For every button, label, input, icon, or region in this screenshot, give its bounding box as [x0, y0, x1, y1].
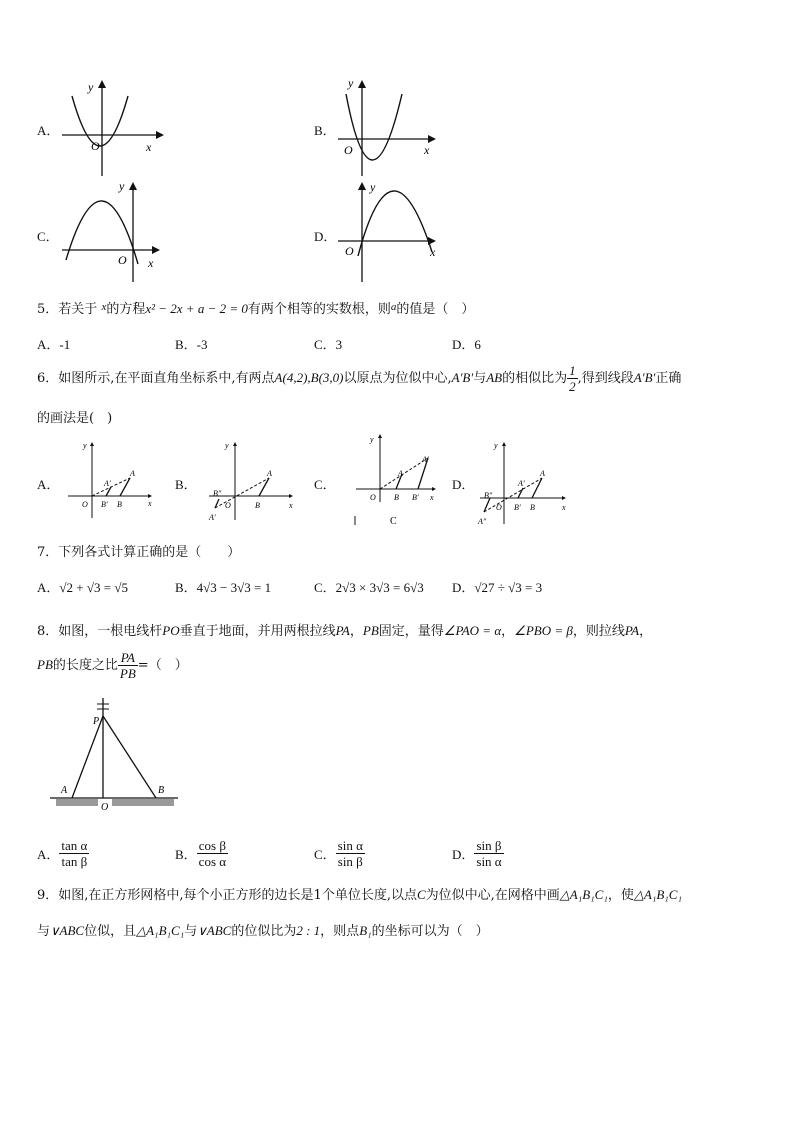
q6-graph-d[interactable] — [476, 440, 572, 526]
q4c-o: O — [118, 253, 127, 267]
q5-stem-a: 若关于 — [58, 302, 98, 317]
svg-text:P: P — [93, 716, 100, 727]
svg-text:O: O — [82, 500, 88, 509]
svg-text:A: A — [540, 469, 545, 478]
svg-text:B: B — [394, 493, 399, 502]
q5-number: 5． — [37, 302, 59, 317]
q8-figure — [48, 690, 188, 813]
svg-text:A′: A′ — [518, 479, 525, 488]
svg-text:A: A — [398, 469, 403, 478]
svg-text:B′: B′ — [101, 500, 108, 509]
svg-text:B: B — [117, 500, 122, 509]
q6-seg1: A′B′ — [451, 370, 474, 385]
q5-option-c[interactable]: C．3 — [314, 337, 343, 352]
q6-stem-c: 与 — [473, 371, 487, 386]
svg-text:O: O — [370, 493, 376, 502]
svg-text:B″: B″ — [484, 491, 493, 500]
svg-text:O: O — [496, 503, 502, 512]
q4-option-d-label: D． — [314, 229, 337, 244]
q5-var-a: a — [390, 301, 397, 313]
q6-stem — [37, 358, 681, 399]
q4b-x: x — [424, 143, 430, 157]
svg-text:y: y — [370, 435, 374, 444]
q8-option-d[interactable]: D． $\frac{\text{sin β}}{\text{sin α}}$ — [452, 838, 502, 869]
q4a-y: y — [88, 80, 94, 94]
svg-text:A: A — [130, 469, 135, 478]
svg-text:B′: B′ — [514, 503, 521, 512]
q6-seg2: AB — [486, 370, 503, 385]
svg-text:A′: A′ — [209, 513, 216, 522]
q4c-x: x — [148, 256, 154, 270]
svg-text:A′: A′ — [104, 479, 111, 488]
svg-text:x: x — [562, 503, 566, 512]
q7-option-b[interactable]: B．4√3 − 3√3 = 1 — [175, 580, 272, 595]
q8-stem-line2: PB的长度之比 $\frac{PA}{PB}$ =（ ） — [37, 650, 188, 681]
q6-stem-b: 以原点为位似中心, — [343, 371, 452, 386]
q6-option-c-label: C． — [314, 477, 336, 492]
q6-stem-d: 的相似比为 — [502, 371, 568, 386]
q8-option-c[interactable]: C． $\frac{\text{sin α}}{\text{sin β}}$ — [314, 838, 363, 869]
q6-stem-e: ,得到线段 — [577, 371, 634, 386]
q6c-caption: C — [390, 516, 397, 527]
q6-points: A(4,2),B(3,0) — [274, 370, 344, 385]
q9-stem: 9．如图,在正方形网格中,每个小正方形的边长是1个单位长度,以点C为位似中心,在网格中画△A₁B₁C₁，使△A₁B₁C₁ — [37, 887, 682, 903]
q5-option-b[interactable]: B．-3 — [175, 337, 208, 352]
svg-text:B: B — [158, 785, 165, 796]
q6-fraction: $\frac{1}{2}$ — [569, 363, 576, 394]
q6-stem-line2: 的画法是( ) — [37, 411, 113, 426]
svg-text:A: A — [267, 469, 272, 478]
q4d-o: O — [345, 244, 354, 258]
q6-seg3: A′B′ — [633, 370, 656, 385]
q6-option-b-label: B． — [175, 477, 197, 492]
q5-stem-c: 有两个相等的实数根，则 — [247, 302, 391, 317]
q4a-x: x — [146, 140, 152, 154]
q4b-y: y — [348, 76, 354, 90]
q7-option-a[interactable]: A．√2 + √3 = √5 — [37, 580, 128, 595]
svg-text:x: x — [430, 493, 434, 502]
q4d-y: y — [370, 180, 376, 194]
svg-text:O: O — [225, 501, 231, 510]
q7-option-d[interactable]: D．√27 ÷ √3 = 3 — [452, 580, 543, 595]
svg-text:A: A — [61, 785, 68, 796]
q5-option-d[interactable]: D．6 — [452, 337, 481, 352]
svg-text:x: x — [148, 499, 152, 508]
q5-option-a[interactable]: A．-1 — [37, 337, 71, 352]
q4d-x: x — [430, 245, 436, 259]
q8-option-b[interactable]: B． $\frac{\text{cos β}}{\text{cos α}}$ — [175, 838, 227, 869]
svg-text:B′: B′ — [412, 493, 419, 502]
q6-number: 6． — [37, 371, 59, 386]
q4-graph-b[interactable] — [336, 76, 446, 176]
svg-text:y: y — [494, 441, 498, 450]
q6-graph-a[interactable] — [64, 440, 156, 520]
q5-stem-d: 的值是（ ） — [396, 302, 475, 317]
svg-text:B: B — [255, 501, 260, 510]
q6-stem-f: 正确 — [655, 371, 682, 386]
q5-equation: x² − 2x + a − 2 = 0 — [145, 301, 248, 316]
q4-graph-a[interactable] — [60, 78, 170, 178]
svg-text:x: x — [289, 501, 293, 510]
svg-text:A″: A″ — [478, 517, 487, 526]
q7-stem: 7．下列各式计算正确的是（ ） — [37, 545, 241, 560]
q5-var-x: x — [101, 301, 107, 313]
q8-stem: 8．如图，一根电线杆PO垂直于地面，并用两根拉线PA，PB固定，量得∠PAO = α，∠PBO = β，则拉线PA， — [37, 623, 653, 639]
svg-text:O: O — [101, 802, 109, 813]
q8-ratio: $\frac{PA}{PB}$ — [119, 650, 136, 681]
q7-option-c[interactable]: C．2√3 × 3√3 = 6√3 — [314, 580, 424, 595]
q6-graph-c[interactable] — [352, 432, 444, 528]
svg-text:A′: A′ — [422, 455, 429, 464]
svg-text:y: y — [83, 441, 87, 450]
svg-text:B: B — [530, 503, 535, 512]
q6-option-d-label: D． — [452, 477, 475, 492]
q5-stem-b: 的方程 — [106, 302, 146, 317]
q4b-o: O — [344, 143, 353, 157]
q4c-y: y — [119, 179, 125, 193]
q6-graph-b[interactable] — [205, 440, 297, 524]
q6-option-a-label: A． — [37, 477, 60, 492]
q4-graph-d[interactable] — [336, 178, 446, 284]
q4-option-b-label: B． — [314, 123, 336, 138]
q6-stem-a: 如图所示,在平面直角坐标系中,有两点 — [58, 371, 275, 386]
q5-stem — [37, 298, 474, 317]
q9-stem-line2: 与∨ABC位似，且△A₁B₁C₁与∨ABC的位似比为2 : 1，则点B₁的坐标可以为（ ） — [37, 923, 489, 939]
svg-text:B″: B″ — [213, 489, 222, 498]
svg-text:y: y — [225, 441, 229, 450]
q4-option-c-label: C． — [37, 229, 59, 244]
q4a-o: O — [91, 139, 100, 153]
q4-graph-c[interactable] — [60, 178, 170, 284]
q8-option-a[interactable]: A． $\frac{\text{tan α}}{\text{tan β}}$ — [37, 838, 88, 869]
q4-option-a-label: A． — [37, 123, 60, 138]
